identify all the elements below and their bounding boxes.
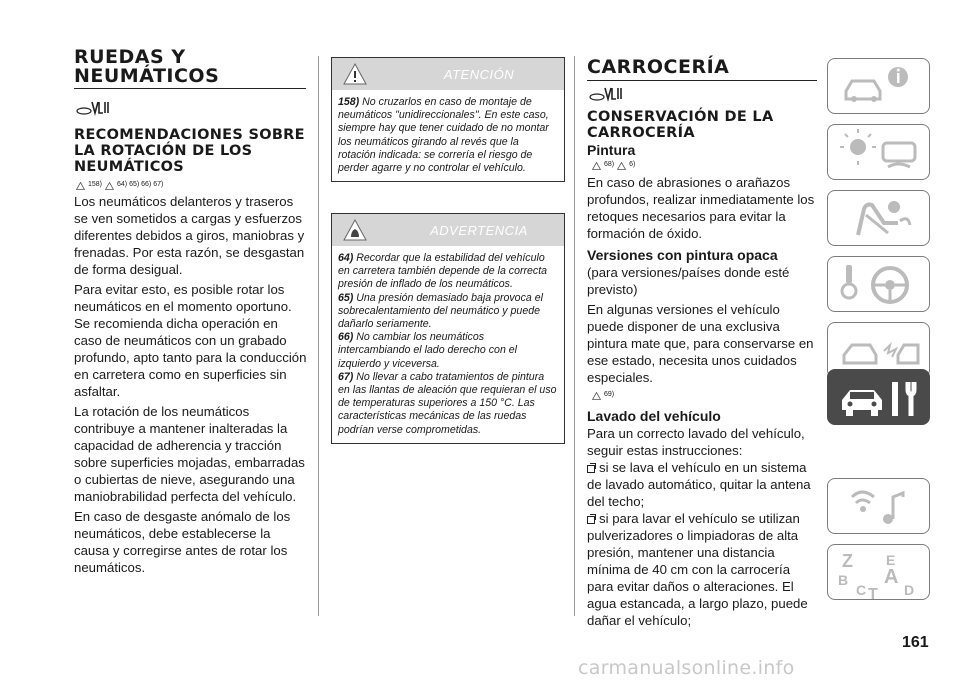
lavado-heading: Lavado del vehículo xyxy=(587,408,721,424)
attention-title: ATENCIÓN xyxy=(443,67,515,82)
tab-dashboard[interactable] xyxy=(827,124,930,180)
index-letter: A xyxy=(884,566,899,588)
subsection-title: RECOMENDACIONES SOBRE LA ROTACIÓN DE LOS NEUMÁTICOS xyxy=(74,127,305,175)
paragraph: En algunas versiones el vehículo puede disponer de una exclusiva pintura mate que, para conservarse en ese estado, necesita unos cuidados especiales. xyxy=(587,302,814,385)
checkbox-bullet-icon xyxy=(587,516,595,524)
environment-icon xyxy=(617,162,626,170)
car-info-icon xyxy=(828,59,931,115)
warning-text: No cambiar los neumáticos intercambiando el lado derecho con el izquierdo y viceversa. xyxy=(338,331,518,370)
warning-text: No llevar a cabo tratamientos de pintura en las llantas de aleación que requieran el uso de temperaturas superiores a 150 °C. Las características mecánicas de las ruedas podrían verse comprometidas. xyxy=(338,370,557,436)
warning-number: 66) xyxy=(338,331,354,344)
manual-book-icon xyxy=(587,84,627,109)
tab-starting-driving[interactable] xyxy=(827,256,930,312)
list-item-text: si se lava el vehículo en un sistema de lavado automático, quitar la antena del techo; xyxy=(587,460,811,509)
watermark: carmanualsonline.info xyxy=(578,657,795,679)
index-letters-icon xyxy=(828,545,931,601)
ref-warning: 69) xyxy=(604,391,615,398)
warning-number: 67) xyxy=(338,370,354,383)
paragraph: Para evitar esto, es posible rotar los neumáticos en el momento oportuno. Se recomienda dicha operación en caso de neumáticos con un grabado profundo, apto tanto para la conducción en carretera como en superficies sin asfaltar. xyxy=(74,282,307,399)
paragraph: En caso de abrasiones o arañazos profundos, realizar inmediatamente los retoques necesarios para evitar la formación de óxido. xyxy=(587,175,815,241)
paragraph: Para un correcto lavado del vehículo, seguir estas instrucciones: xyxy=(587,426,805,458)
body-text xyxy=(587,174,819,629)
caution-hand-icon xyxy=(105,182,114,190)
attention-header xyxy=(332,58,564,90)
pintura-heading: Pintura xyxy=(587,142,636,158)
paragraph: La rotación de los neumáticos contribuye a mantener inalteradas la capacidad de adherencia y tracción sobre superficies mojadas, embarradas o cubiertas de nieve, asegurando una maniobrabilidad perfecta del vehículo. xyxy=(74,404,305,504)
warning-number: 64) xyxy=(338,252,354,264)
index-letter: D xyxy=(904,582,915,598)
tab-safety[interactable] xyxy=(827,190,930,246)
list-item-text: si para lavar el vehículo se utilizan pulverizadores o limpiadoras de alta presión, mantener una distancia mínima de 40 cm con la carrocería para evitar daños o alteraciones. El agua estancada, a largo plazo, puede dañar el vehículo; xyxy=(587,511,808,628)
body-text xyxy=(74,193,308,576)
reference-row xyxy=(592,160,635,170)
caution-hand-icon xyxy=(592,162,601,170)
paragraph: En caso de desgaste anómalo de los neumáticos, debe establecerse la causa y corregirse antes de rotar los neumáticos. xyxy=(74,509,291,575)
warning-number: 65) xyxy=(338,291,354,304)
warning-item xyxy=(338,292,557,332)
tab-maintenance[interactable] xyxy=(827,369,930,425)
ref-attention: 158) xyxy=(88,181,103,188)
versiones-heading: Versiones con pintura opaca xyxy=(587,247,778,263)
warning-body xyxy=(332,246,564,443)
seat-airbag-icon xyxy=(828,191,931,247)
paragraph: (para versiones/países donde esté previsto) xyxy=(587,265,790,297)
warning-header xyxy=(332,214,564,246)
reference-row xyxy=(76,180,163,190)
caution-hand-icon xyxy=(592,392,601,400)
list-item xyxy=(587,459,819,510)
attention-box xyxy=(331,57,565,182)
key-steering-wheel-icon xyxy=(828,257,931,313)
checkbox-bullet-icon xyxy=(587,465,595,473)
warning-item xyxy=(338,371,557,437)
page-number: 161 xyxy=(902,634,929,651)
index-letter: C xyxy=(856,582,867,598)
warning-title: ADVERTENCIA xyxy=(430,223,528,238)
index-letter: Z xyxy=(842,551,853,571)
dashboard-lights-icon xyxy=(828,125,931,181)
list-item xyxy=(587,510,819,629)
index-letter: T xyxy=(868,586,878,601)
warning-text: Recordar que la estabilidad del vehículo en carretera también depende de la correcta presión de inflado de los neumáticos. xyxy=(338,252,548,291)
ref-warning: 68) xyxy=(604,161,615,168)
subsection-title: CONSERVACIÓN DE LA CARROCERÍA xyxy=(587,109,774,141)
warning-triangle-icon xyxy=(76,182,85,190)
index-letter: E xyxy=(886,552,896,568)
ref-warnings: 64) 65) 66) 67) xyxy=(117,181,164,188)
index-letter: B xyxy=(838,572,849,588)
car-wrench-icon xyxy=(828,370,931,426)
section-title-block xyxy=(74,48,306,89)
manual-book-icon xyxy=(74,98,114,123)
tab-car-info[interactable] xyxy=(827,58,930,114)
attention-text: No cruzarlos en caso de montaje de neumáticos "unidireccionales". En este caso, siempre hay que tener cuidado de no montar los neumáticos girando al revés que la rotación indicada: se correría el riesgo de perder agarre y no controlar el vehículo. xyxy=(338,96,549,175)
reference-row xyxy=(592,390,819,400)
warning-text: Una presión demasiado baja provoca el sobrecalentamiento del neumático y puede dañarlo seriamente. xyxy=(338,291,543,331)
warning-box xyxy=(331,213,565,444)
tab-index[interactable] xyxy=(827,544,930,600)
paragraph: Los neumáticos delanteros y traseros se ven sometidos a cargas y esfuerzos diferentes debidos a giros, maniobras y frenadas. Por esta razón, se desgastan de forma desigual. xyxy=(74,194,305,277)
ref-environment: 6) xyxy=(629,161,636,168)
section-title: CARROCERÍA xyxy=(587,56,730,78)
column-divider xyxy=(574,56,575,616)
attention-body xyxy=(332,90,564,181)
column-divider xyxy=(318,56,319,616)
section-title: RUEDAS Y NEUMÁTICOS xyxy=(74,46,220,87)
section-title-block xyxy=(587,58,817,81)
caution-hand-icon xyxy=(342,218,368,247)
attention-number: 158) xyxy=(338,96,360,108)
attention-triangle-icon xyxy=(342,62,368,91)
media-music-icon xyxy=(828,479,931,535)
warning-item xyxy=(338,252,557,292)
tab-multimedia[interactable] xyxy=(827,478,930,534)
warning-item xyxy=(338,331,557,371)
